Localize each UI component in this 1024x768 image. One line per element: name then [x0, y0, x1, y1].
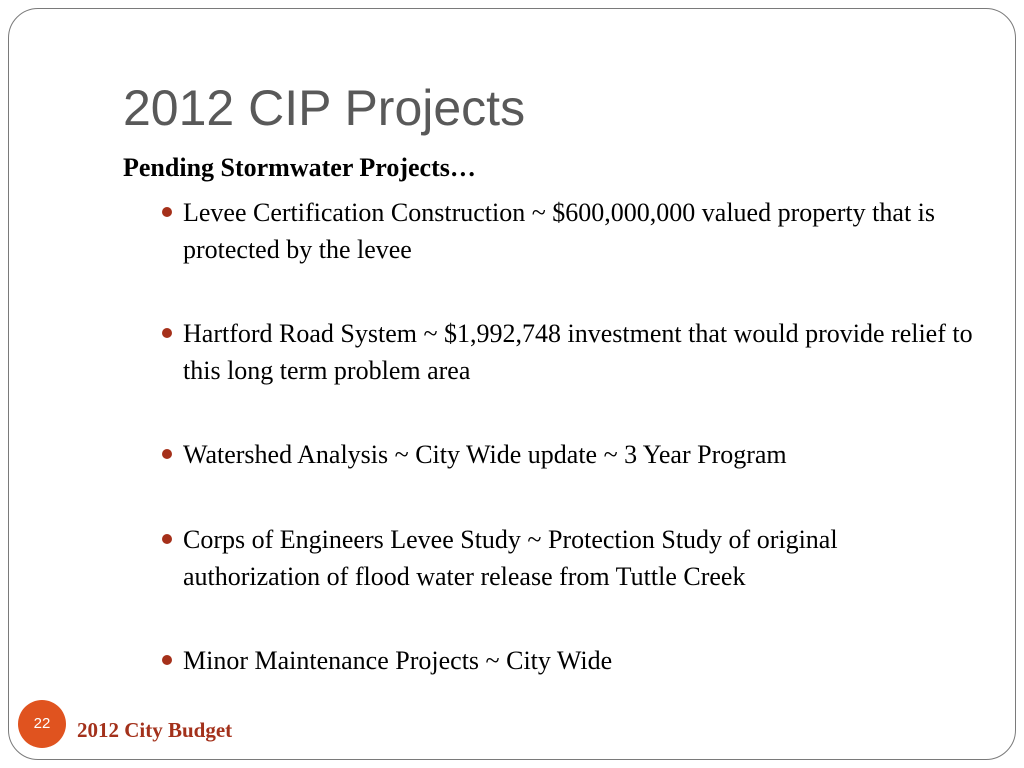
bullet-text: Hartford Road System ~ $1,992,748 investment that would provide relief to this long term problem area: [183, 319, 973, 385]
bullet-item: [159, 436, 979, 473]
bullet-text: Levee Certification Construction ~ $600,000,000 valued property that is protected by the levee: [183, 198, 936, 264]
bullet-list: [159, 194, 979, 726]
bullet-dot-icon: [162, 207, 172, 217]
page-number-badge: 22: [18, 700, 66, 748]
bullet-text: Minor Maintenance Projects ~ City Wide: [183, 646, 613, 675]
bullet-text: Corps of Engineers Levee Study ~ Protection Study of original authorization of flood water release from Tuttle Creek: [183, 525, 838, 591]
bullet-item: [159, 521, 979, 595]
slide-title: 2012 CIP Projects: [123, 80, 526, 136]
bullet-dot-icon: [162, 449, 172, 459]
bullet-dot-icon: [162, 655, 172, 665]
bullet-dot-icon: [162, 328, 172, 338]
bullet-item: [159, 315, 979, 389]
bullet-item: [159, 194, 979, 268]
footer-label: 2012 City Budget: [77, 718, 233, 742]
bullet-dot-icon: [162, 534, 172, 544]
bullet-text: Watershed Analysis ~ City Wide update ~ 3 Year Program: [183, 440, 787, 469]
bullet-item: [159, 642, 979, 679]
section-subheading: Pending Stormwater Projects…: [123, 153, 476, 182]
slide-frame: [8, 8, 1016, 760]
